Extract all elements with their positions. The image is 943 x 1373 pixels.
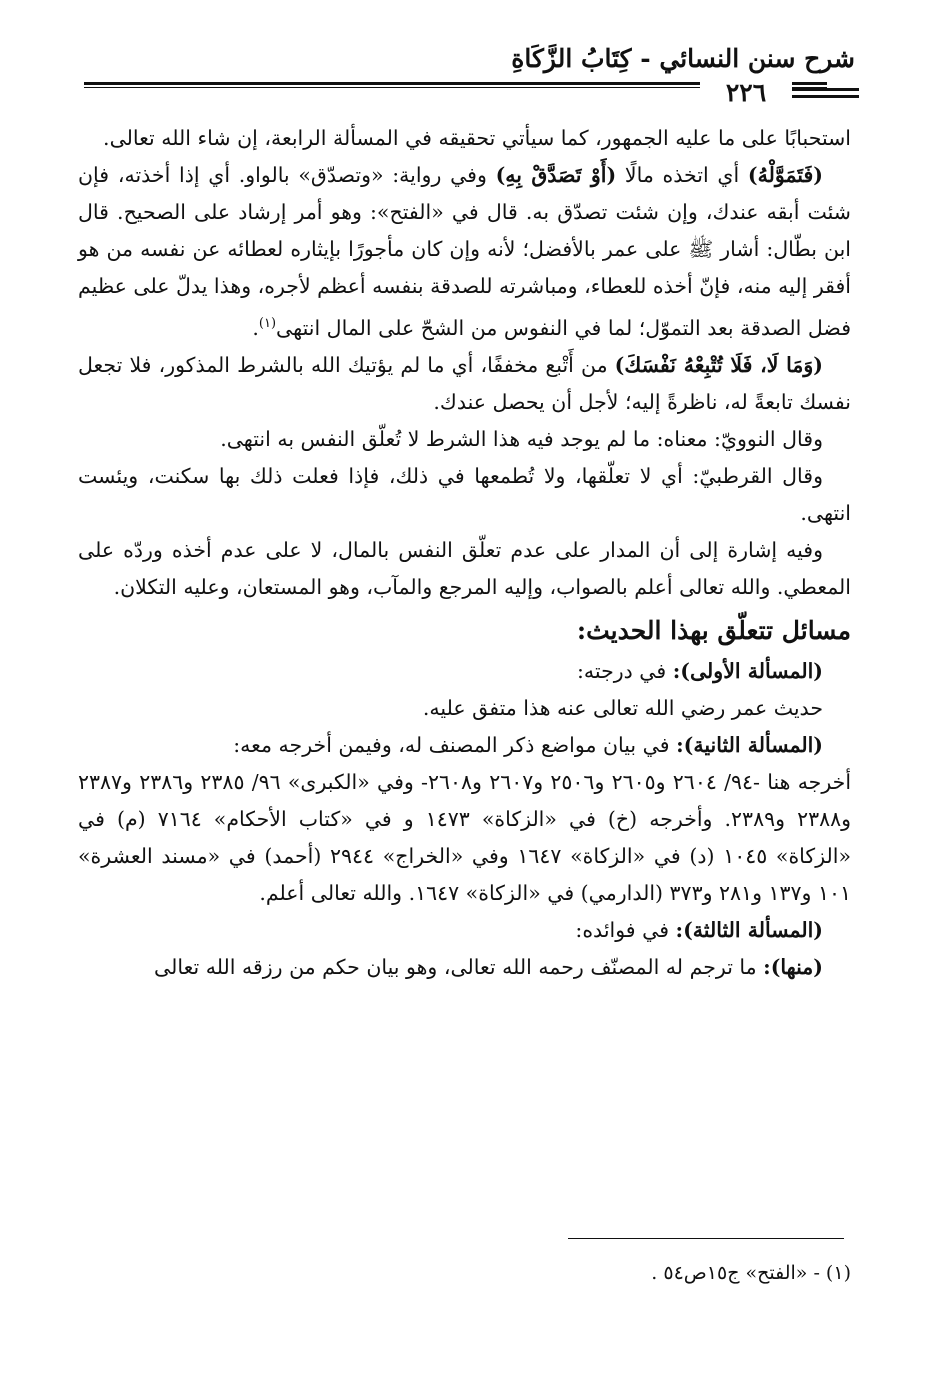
mas-ala-title: في درجته: [576, 658, 673, 683]
mas-ala-2 [78, 727, 851, 764]
paragraph-text: وقال النوويّ: معناه: ما لم يوجد فيه هذا الشرط لا تُعلّق النفس به انتهى. [220, 426, 823, 451]
mas-ala-3 [78, 912, 851, 949]
hadith-phrase: (فَتَمَوَّلْهُ) [747, 163, 823, 187]
body-text [78, 120, 851, 986]
paragraph-text: . [252, 315, 259, 340]
hadith-phrase: (أَوْ تَصَدَّقْ بِهِ) [495, 163, 617, 187]
paragraph [78, 157, 851, 347]
paragraph-text: أي اتخذه مالًا [616, 163, 748, 187]
paragraph [78, 690, 851, 727]
paragraph-text: استحبابًا على ما عليه الجمهور، كما سيأتي تحقيقه في المسألة الرابعة، إن شاء الله تعالى. [103, 126, 851, 150]
footnote-reference[interactable]: (١) [258, 316, 277, 331]
mas-ala-title: في فوائده: [575, 917, 676, 942]
paragraph-text: من أَتْبع مخففًا، أي ما لم يؤتيك الله بالشرط المذكور، فلا تجعل نفسك تابعةً له، ناظرةً إليه؛ لأجل أن يحصل عندك. [78, 352, 851, 414]
mas-ala-label: (المسألة الثالثة): [675, 917, 823, 942]
mas-ala-title: في بيان مواضع ذكر المصنف له، وفيمن أخرجه معه: [233, 732, 677, 757]
paragraph-text: وفيه إشارة إلى أن المدار على عدم تعلّق النفس بالمال، لا على عدم أخذه وردّه على المعطي. والله تعالى أعلم بالصواب، وإليه المرجع والمآب، وهو المستعان، وعليه التكلان. [78, 537, 851, 599]
paragraph-text: حديث عمر رضي الله تعالى عنه هذا متفق عليه. [422, 695, 823, 720]
paragraph-text: وفي رواية: «وتصدّق» بالواو. أي إذا أخذته، فإن شئت أبقه عندك، وإن شئت تصدّق به. قال في «الفتح»: وهو أمر إرشاد على الصحيح. قال ابن بطّال: أشار ﷺ على عمر بالأفضل؛ لأنه وإن كان مأجورًا بإيثاره لعطائه عن نفسه من هو أفقر إليه منه، فإنّ أخذه للعطاء، ومباشرته للصدقة بنفسه أعظم لأجره، وهذا يدلّ على عظيم فضل الصدقة بعد التموّل؛ لما في النفوس من الشحّ على المال انتهى [78, 163, 851, 340]
paragraph [78, 347, 851, 421]
mas-ala-1 [78, 653, 851, 690]
paragraph [78, 949, 851, 986]
mas-ala-label: (المسألة الثانية): [676, 732, 823, 757]
paragraph [78, 120, 851, 157]
paragraph [78, 532, 851, 606]
section-heading: مسائل تتعلّق بهذا الحديث: [576, 615, 851, 645]
hadith-phrase: (وَمَا لَا، فَلَا تُتْبِعْهُ نَفْسَكَ) [614, 352, 824, 377]
paragraph [78, 421, 851, 458]
paragraph [78, 458, 851, 532]
paragraph-text: ما ترجم له المصنّف رحمه الله تعالى، وهو بيان حكم من رزقه الله تعالى [154, 954, 764, 979]
paragraph-text: وقال القرطبيّ: أي لا تعلّقها، ولا تُطمعها في ذلك، فإذا فعلت ذلك بها سكنت، ويئست انتهى. [78, 463, 851, 525]
paragraph-text: أخرجه هنا -٩٤/ ٢٦٠٤ و٢٦٠٥ و٢٥٠٦ و٢٦٠٧ و٢٦٠٨- وفي «الكبرى» ٩٦/ ٢٣٨٥ و٢٣٨٦ و٢٣٨٧ و٢٣٨٨ و٢٣٨٩. وأخرجه (خ) في «الزكاة» ١٤٧٣ و في «كتاب الأحكام» ٧١٦٤ (م) في «الزكاة» ١٠٤٥ (د) في «الزكاة» ١٦٤٧ وفي «الخراج» ٢٩٤٤ (أحمد) في «مسند العشرة» ١٠١ و١٣٧ و٢٨١ و٣٧٣ (الدارمي) في «الزكاة» ١٦٤٧. والله تعالى أعلم. [78, 769, 852, 905]
mas-ala-label: (المسألة الأولى): [672, 658, 823, 683]
paragraph [78, 764, 851, 912]
sub-label: (منها): [763, 954, 823, 979]
running-header-title: شرح سنن النسائي - كِتَابُ الزَّكَاةِ [511, 44, 855, 73]
footnote: (١) - «الفتح» ج١٥ص٥٤ . [651, 1262, 851, 1284]
footnote-rule [568, 1238, 844, 1239]
page-number-ornament [784, 88, 859, 102]
page-number: ٢٢٦ [700, 78, 792, 107]
